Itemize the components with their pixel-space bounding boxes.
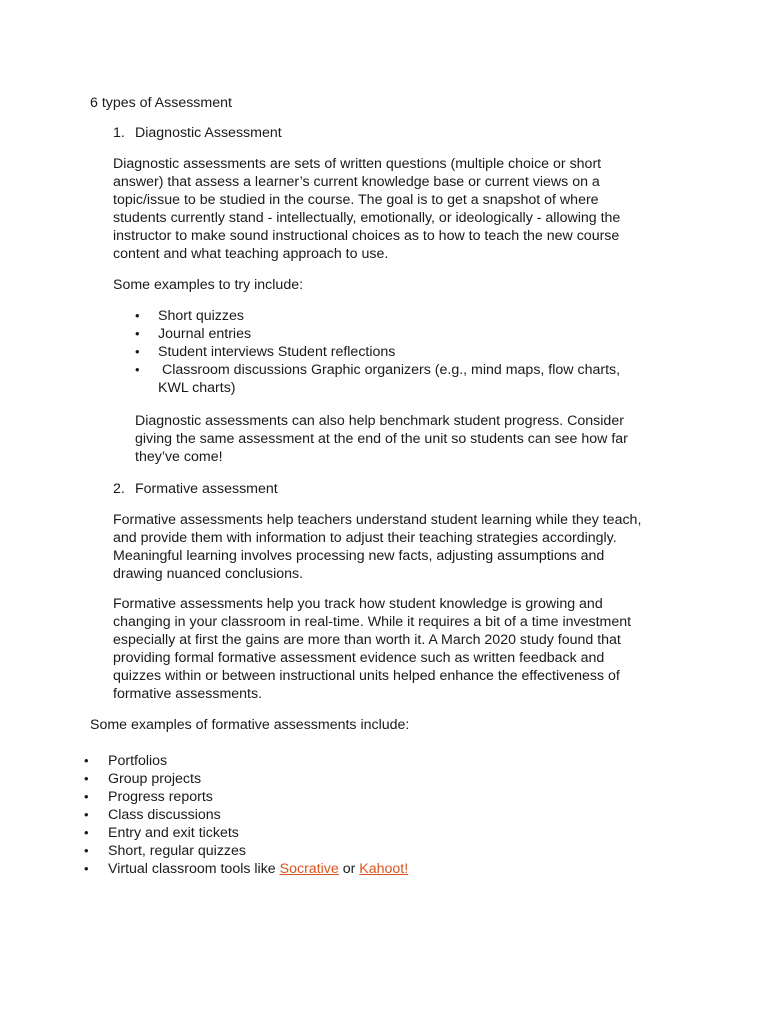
bullet-icon: •: [84, 861, 89, 876]
text-line: providing formal formative assessment evidence such as written feedback and: [113, 650, 605, 666]
diagnostic-examples-intro: Some examples to try include:: [113, 277, 304, 293]
text-line: changing in your classroom in real-time. While it requires a bit of a time investment: [113, 614, 632, 630]
list-item: • Entry and exit tickets: [84, 825, 239, 841]
text-line: content and what teaching approach to use.: [113, 246, 389, 262]
formative-examples-intro: Some examples of formative assessments include:: [90, 717, 410, 733]
list-item-continuation: KWL charts): [158, 380, 236, 396]
bullet-icon: •: [84, 771, 89, 786]
formative-examples-list: [84, 752, 608, 878]
text-line: Diagnostic assessments are sets of written questions (multiple choice or short: [113, 156, 602, 172]
text-line: Formative assessments help teachers understand student learning while they teach,: [113, 512, 642, 528]
text-line: quizzes within or between instructional units helped enhance the effectiveness of: [113, 668, 620, 684]
list-item: • Student interviews Student reflections: [135, 344, 396, 360]
text-line: and provide them with information to adjust their teaching strategies accordingly.: [113, 530, 617, 546]
bullet-icon: •: [84, 753, 89, 768]
socrative-link[interactable]: Socrative: [279, 861, 339, 877]
bullet-icon: •: [135, 326, 140, 341]
text-line: they’ve come!: [135, 449, 223, 465]
section-number: 2.: [113, 481, 125, 497]
formative-paragraph-2: [113, 595, 683, 703]
bullet-icon: •: [135, 308, 140, 323]
text-line: answer) that assess a learner’s current knowledge base or current views on a: [113, 174, 600, 190]
text-line: Formative assessments help you track how student knowledge is growing and: [113, 596, 603, 612]
list-item: • Journal entries: [135, 326, 252, 342]
text-line: drawing nuanced conclusions.: [113, 566, 304, 582]
text-line: Diagnostic assessments can also help benchmark student progress. Consider: [135, 413, 624, 429]
diagnostic-paragraph-2: [135, 412, 675, 466]
section-heading-formative: [113, 480, 278, 498]
text-line: students currently stand - intellectually, emotionally, or ideologically - allowing the: [113, 210, 621, 226]
kahoot-link[interactable]: Kahoot!: [359, 861, 409, 877]
formative-paragraph-1: [113, 511, 683, 583]
bullet-icon: •: [135, 344, 140, 359]
section-heading-diagnostic: [113, 124, 282, 142]
list-item: • Group projects: [84, 771, 202, 787]
list-item: • Class discussions: [84, 807, 221, 823]
text-line: formative assessments.: [113, 686, 263, 702]
bullet-icon: •: [84, 789, 89, 804]
section-number: 1.: [113, 125, 125, 141]
section-heading-text: Formative assessment: [135, 481, 278, 497]
bullet-icon: •: [84, 807, 89, 822]
text-line: instructor to make sound instructional choices as to how to teach the new course: [113, 228, 620, 244]
bullet-icon: •: [84, 825, 89, 840]
list-item: • Progress reports: [84, 789, 213, 805]
bullet-icon: •: [84, 843, 89, 858]
list-item: • Portfolios: [84, 753, 168, 769]
list-item: • Classroom discussions Graphic organizers (e.g., mind maps, flow charts,: [135, 362, 621, 378]
list-item: • Short quizzes: [135, 308, 244, 324]
list-item: • Virtual classroom tools like Socrative or Kahoot!: [84, 861, 409, 877]
text-line: giving the same assessment at the end of the unit so students can see how far: [135, 431, 628, 447]
diagnostic-examples-list: [135, 307, 658, 397]
bullet-icon: •: [135, 362, 140, 377]
text-line: especially at first the gains are more than worth it. A March 2020 study found that: [113, 632, 621, 648]
document-title: 6 types of Assessment: [90, 95, 232, 111]
text-line: Meaningful learning involves processing new facts, adjusting assumptions and: [113, 548, 605, 564]
text-line: topic/issue to be studied in the course. The goal is to get a snapshot of where: [113, 192, 599, 208]
section-heading-text: Diagnostic Assessment: [135, 125, 282, 141]
diagnostic-paragraph-1: [113, 155, 683, 263]
list-item: • Short, regular quizzes: [84, 843, 247, 859]
